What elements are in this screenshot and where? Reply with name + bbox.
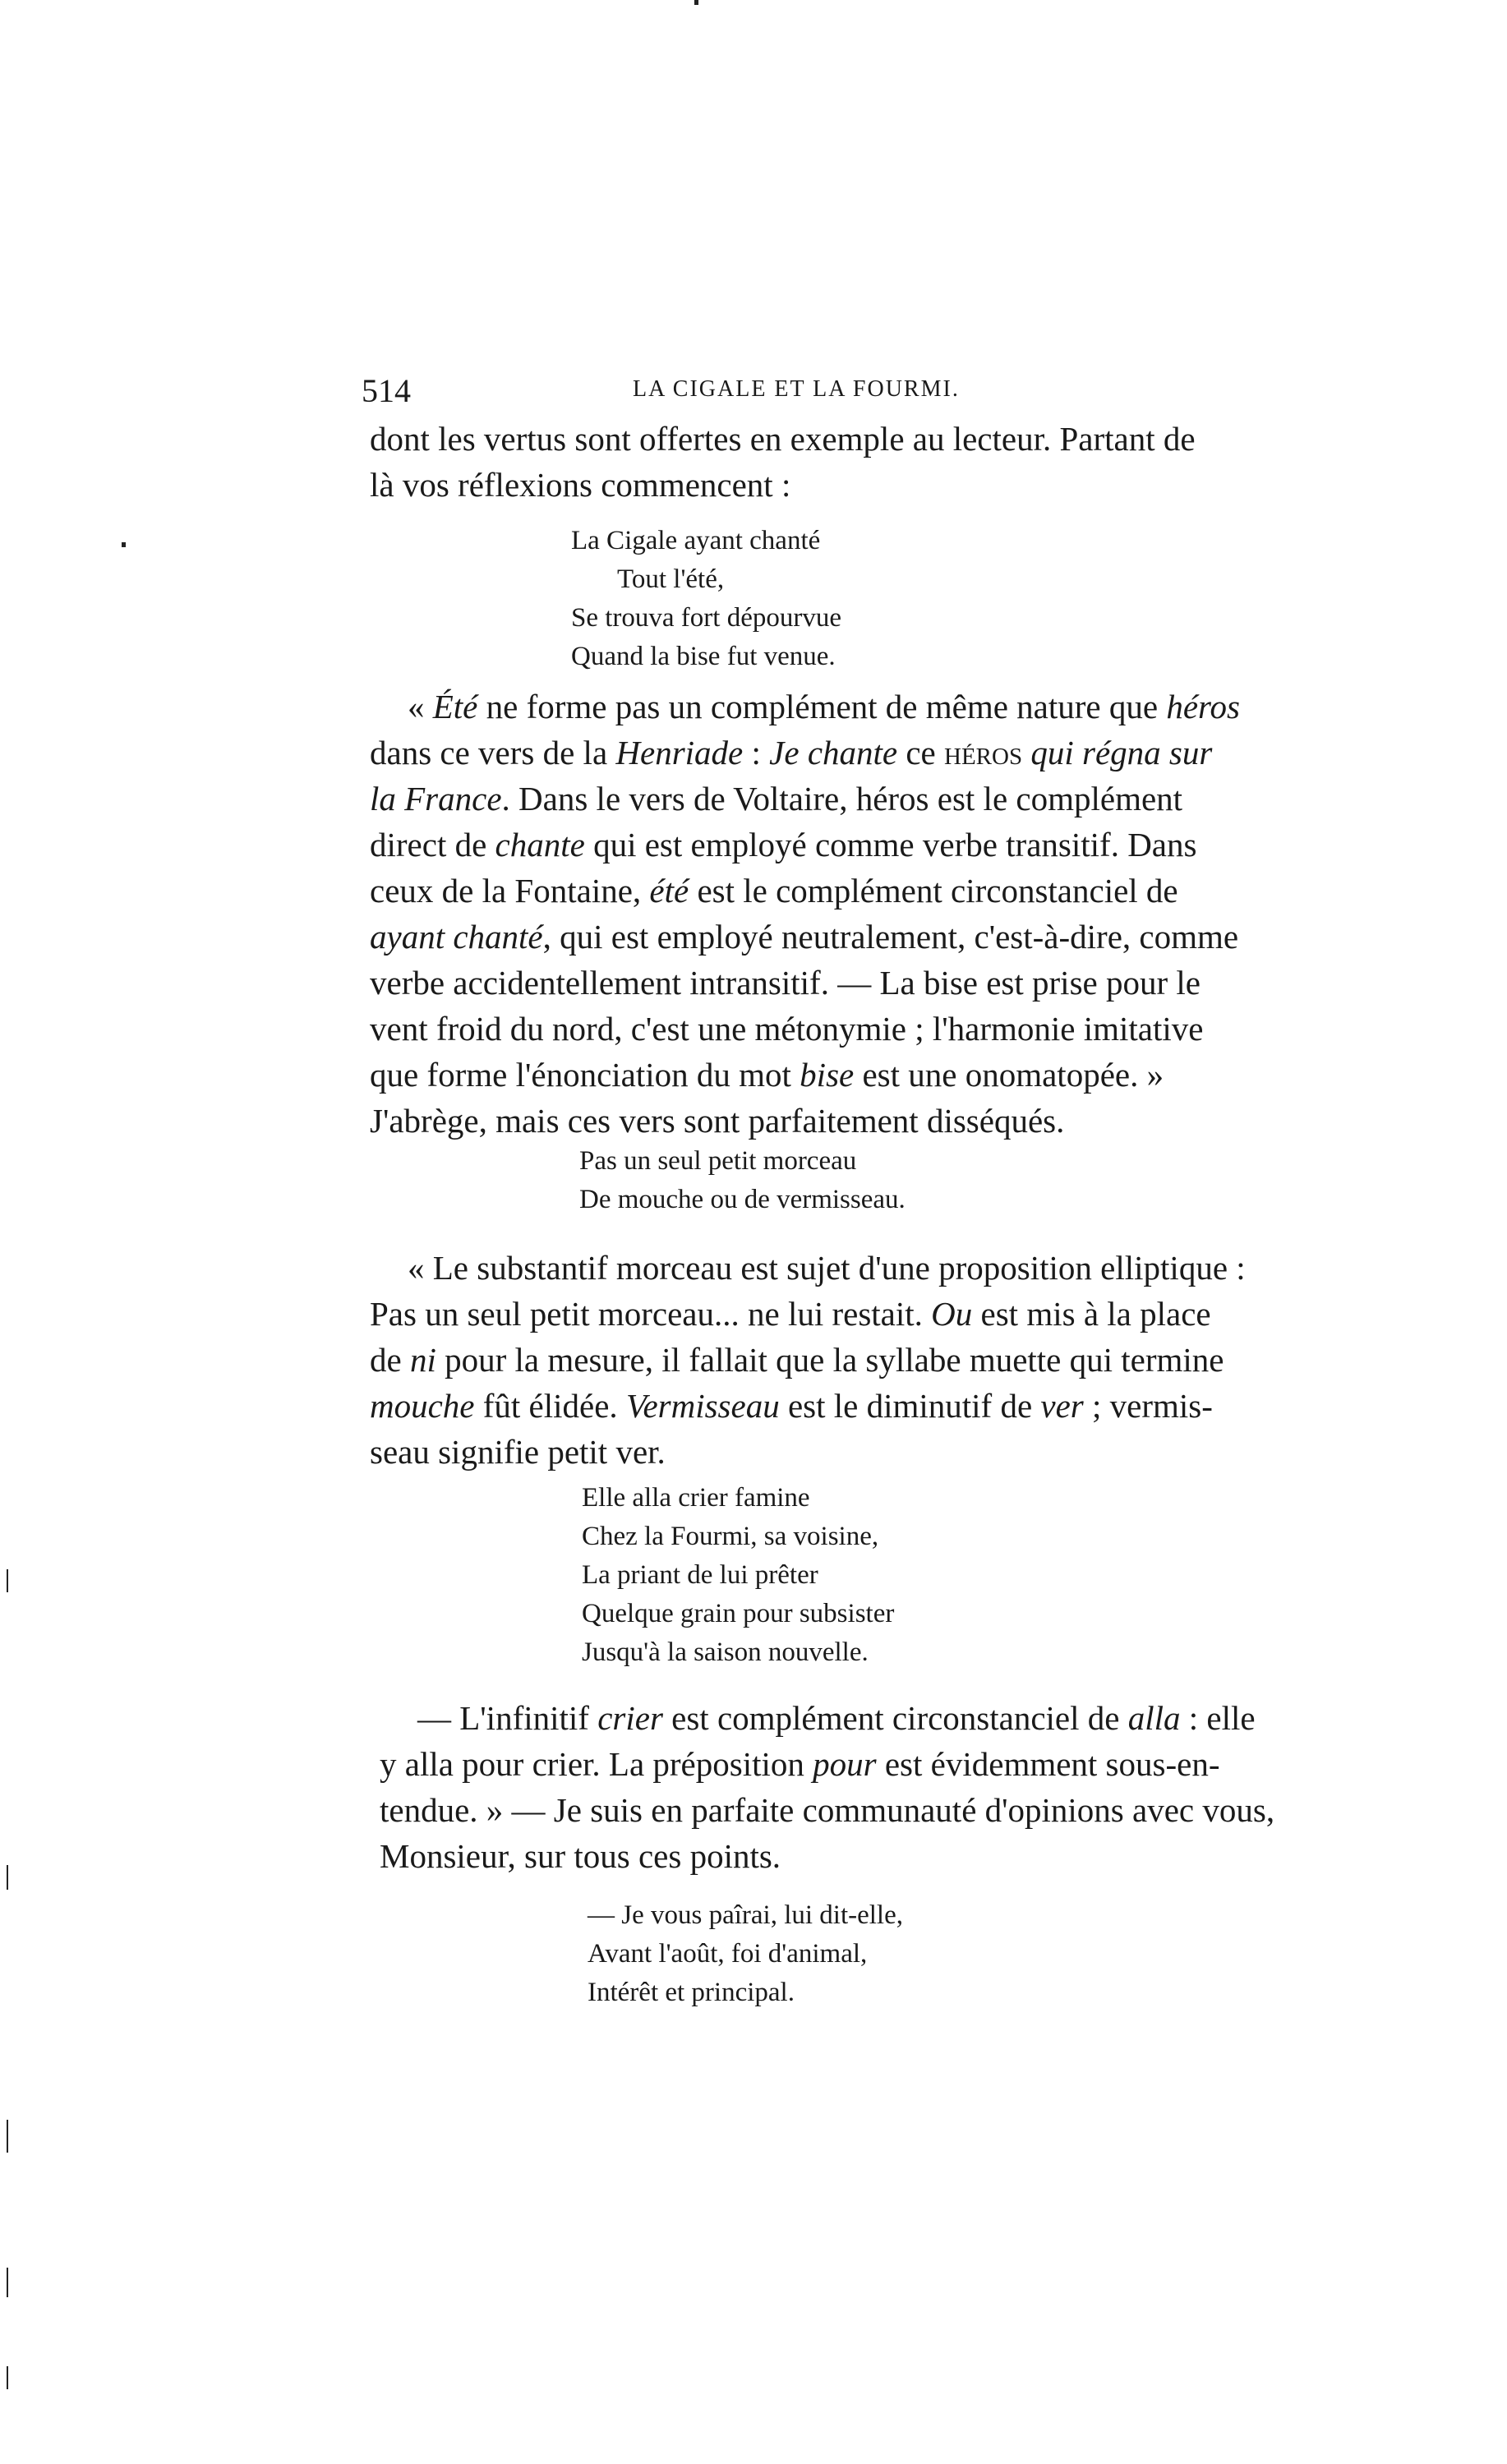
text-line: Monsieur, sur tous ces points.	[380, 1837, 781, 1875]
verse-block-1	[571, 522, 841, 676]
text-line: y alla pour crier. La préposition pour est évidemment sous-en-	[380, 1745, 1220, 1783]
verse-line: Avant l'août, foi d'animal,	[588, 1939, 868, 1969]
text-line: seau signifie petit ver.	[370, 1433, 666, 1471]
page-header	[362, 371, 1274, 421]
text-line: direct de chante qui est employé comme verbe transitif. Dans	[370, 826, 1197, 864]
running-title: LA CIGALE ET LA FOURMI.	[633, 376, 960, 402]
scan-speck	[122, 542, 126, 547]
verse-line: Se trouva fort dépourvue	[571, 603, 841, 633]
verse-block-2	[579, 1142, 906, 1219]
scan-margin-mark	[7, 2120, 8, 2153]
text-line: ayant chanté, qui est employé neutralement, c'est-à-dire, comme	[370, 918, 1239, 956]
page-number: 514	[362, 372, 411, 409]
paragraph-3	[370, 1245, 1274, 1475]
verse-line: De mouche ou de vermisseau.	[579, 1185, 906, 1214]
paragraph-4	[380, 1695, 1283, 1879]
text-line: « Le substantif morceau est sujet d'une proposition elliptique :	[408, 1249, 1246, 1287]
text-line: là vos réflexions commencent :	[370, 466, 791, 504]
verse-line: La priant de lui prêter	[582, 1560, 818, 1590]
text-line: ceux de la Fontaine, été est le complément circonstanciel de	[370, 872, 1178, 910]
scan-margin-mark	[7, 2366, 8, 2389]
scan-margin-mark	[7, 1865, 8, 1890]
verse-block-3	[582, 1479, 894, 1672]
paragraph-2	[370, 684, 1274, 1144]
text-line: tendue. » — Je suis en parfaite communauté d'opinions avec vous,	[380, 1791, 1275, 1829]
text-line: — L'infinitif crier est complément circonstanciel de alla : elle	[417, 1699, 1256, 1737]
verse-line: La Cigale ayant chanté	[571, 526, 821, 555]
paragraph-1	[370, 416, 1274, 508]
text-line: mouche fût élidée. Vermisseau est le diminutif de ver ; vermis-	[370, 1387, 1213, 1425]
verse-line: Chez la Fourmi, sa voisine,	[582, 1522, 879, 1551]
scan-margin-mark	[7, 1569, 8, 1592]
verse-block-4	[588, 1896, 903, 2012]
verse-line: Quand la bise fut venue.	[571, 642, 836, 671]
verse-line: Quelque grain pour subsister	[582, 1599, 895, 1628]
text-line: Pas un seul petit morceau... ne lui restait. Ou est mis à la place	[370, 1295, 1211, 1333]
verse-line: Elle alla crier famine	[582, 1483, 810, 1513]
text-line: dans ce vers de la Henriade : Je chante ce héros qui régna sur	[370, 734, 1213, 771]
verse-line: Tout l'été,	[617, 564, 725, 594]
text-line: la France. Dans le vers de Voltaire, héros est le complément	[370, 780, 1183, 817]
text-line: dont les vertus sont offertes en exemple au lecteur. Partant de	[370, 420, 1196, 458]
scan-margin-mark	[7, 2268, 8, 2297]
text-line: que forme l'énonciation du mot bise est une onomatopée. »	[370, 1056, 1164, 1094]
verse-line: Pas un seul petit morceau	[579, 1146, 857, 1176]
text-line: « Été ne forme pas un complément de même nature que héros	[408, 688, 1240, 725]
text-line: de ni pour la mesure, il fallait que la syllabe muette qui termine	[370, 1341, 1224, 1379]
scan-speck	[694, 0, 698, 5]
verse-line: Jusqu'à la saison nouvelle.	[582, 1637, 869, 1667]
text-line: verbe accidentellement intransitif. — La bise est prise pour le	[370, 964, 1201, 1002]
verse-line: — Je vous paîrai, lui dit-elle,	[588, 1900, 903, 1930]
text-line: J'abrège, mais ces vers sont parfaitement disséqués.	[370, 1102, 1065, 1140]
verse-line: Intérêt et principal.	[588, 1978, 795, 2007]
text-line: vent froid du nord, c'est une métonymie ; l'harmonie imitative	[370, 1010, 1204, 1048]
